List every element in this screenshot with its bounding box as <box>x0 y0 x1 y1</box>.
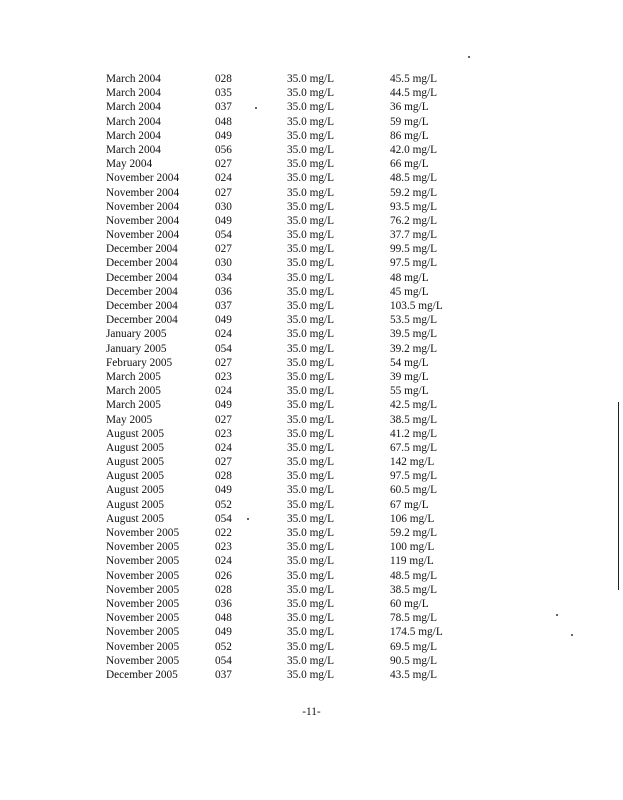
result-cell: 60 mg/L <box>390 597 429 610</box>
scan-speck <box>247 518 249 520</box>
results-table <box>106 72 466 682</box>
table-row <box>106 370 466 384</box>
code-cell: 037 <box>215 300 232 312</box>
limit-cell: 35.0 mg/L <box>287 484 335 497</box>
limit-cell: 35.0 mg/L <box>287 356 335 369</box>
date-cell: August 2005 <box>106 498 165 511</box>
table-row <box>106 271 466 285</box>
date-cell: December 2004 <box>106 271 178 284</box>
date-cell: November 2005 <box>106 640 180 653</box>
date-cell: March 2005 <box>106 399 161 412</box>
date-cell: January 2005 <box>106 342 167 355</box>
limit-cell: 35.0 mg/L <box>287 314 335 327</box>
code-cell: 054 <box>215 654 232 667</box>
limit-cell: 35.0 mg/L <box>287 285 335 298</box>
limit-cell: 35.0 mg/L <box>287 115 335 128</box>
result-cell: 106 mg/L <box>390 512 435 525</box>
result-cell: 39.5 mg/L <box>390 328 438 341</box>
table-row <box>106 597 466 611</box>
result-cell: 38.5 mg/L <box>390 583 438 596</box>
limit-cell: 35.0 mg/L <box>287 300 335 312</box>
limit-cell: 35.0 mg/L <box>287 101 335 114</box>
limit-cell: 35.0 mg/L <box>287 555 335 568</box>
date-cell: August 2005 <box>106 484 165 497</box>
code-cell: 028 <box>215 73 232 85</box>
code-cell: 028 <box>215 583 232 596</box>
code-cell: 022 <box>215 527 232 539</box>
table-row <box>106 327 466 341</box>
table-row <box>106 441 466 455</box>
date-cell: August 2005 <box>106 456 165 469</box>
code-cell: 052 <box>215 498 232 511</box>
result-cell: 53.5 mg/L <box>390 314 438 327</box>
table-row <box>106 313 466 327</box>
table-row <box>106 186 466 200</box>
table-row <box>106 640 466 654</box>
result-cell: 142 mg/L <box>390 456 435 469</box>
code-cell: 049 <box>215 399 232 412</box>
code-cell: 049 <box>215 626 232 639</box>
result-cell: 55 mg/L <box>390 385 429 398</box>
table-row <box>106 214 466 228</box>
table-row <box>106 299 466 313</box>
table-row <box>106 115 466 129</box>
result-cell: 48.5 mg/L <box>390 172 438 185</box>
table-row <box>106 356 466 370</box>
date-cell: November 2005 <box>106 597 180 610</box>
limit-cell: 35.0 mg/L <box>287 143 335 156</box>
result-cell: 99.5 mg/L <box>390 243 438 256</box>
limit-cell: 35.0 mg/L <box>287 456 335 469</box>
scan-speck <box>556 614 558 616</box>
date-cell: March 2004 <box>106 101 161 114</box>
date-cell: November 2005 <box>106 569 180 582</box>
code-cell: 027 <box>215 413 232 426</box>
limit-cell: 35.0 mg/L <box>287 229 335 242</box>
result-cell: 48.5 mg/L <box>390 569 438 582</box>
date-cell: December 2004 <box>106 300 178 312</box>
date-cell: November 2004 <box>106 186 180 199</box>
result-cell: 44.5 mg/L <box>390 87 438 100</box>
result-cell: 67.5 mg/L <box>390 441 438 454</box>
date-cell: November 2005 <box>106 555 180 568</box>
limit-cell: 35.0 mg/L <box>287 399 335 412</box>
date-cell: March 2004 <box>106 115 161 128</box>
limit-cell: 35.0 mg/L <box>287 668 335 681</box>
code-cell: 049 <box>215 214 232 227</box>
code-cell: 036 <box>215 597 232 610</box>
table-row <box>106 455 466 469</box>
code-cell: 049 <box>215 129 232 142</box>
date-cell: March 2005 <box>106 385 161 398</box>
limit-cell: 35.0 mg/L <box>287 527 335 539</box>
date-cell: August 2005 <box>106 427 165 440</box>
date-cell: March 2005 <box>106 370 161 383</box>
date-cell: May 2005 <box>106 413 153 426</box>
table-row <box>106 285 466 299</box>
result-cell: 41.2 mg/L <box>390 427 438 440</box>
limit-cell: 35.0 mg/L <box>287 186 335 199</box>
limit-cell: 35.0 mg/L <box>287 214 335 227</box>
code-cell: 037 <box>215 101 232 114</box>
table-row <box>106 554 466 568</box>
scan-speck <box>571 634 573 636</box>
result-cell: 45 mg/L <box>390 285 429 298</box>
table-row <box>106 129 466 143</box>
result-cell: 97.5 mg/L <box>390 257 438 270</box>
scan-speck <box>255 107 257 109</box>
limit-cell: 35.0 mg/L <box>287 328 335 341</box>
code-cell: 034 <box>215 271 232 284</box>
limit-cell: 35.0 mg/L <box>287 640 335 653</box>
table-row <box>106 100 466 114</box>
limit-cell: 35.0 mg/L <box>287 129 335 142</box>
date-cell: May 2004 <box>106 158 153 171</box>
limit-cell: 35.0 mg/L <box>287 158 335 171</box>
date-cell: February 2005 <box>106 356 173 369</box>
limit-cell: 35.0 mg/L <box>287 654 335 667</box>
table-row <box>106 171 466 185</box>
result-cell: 93.5 mg/L <box>390 200 438 213</box>
table-row <box>106 413 466 427</box>
code-cell: 037 <box>215 668 232 681</box>
limit-cell: 35.0 mg/L <box>287 541 335 554</box>
limit-cell: 35.0 mg/L <box>287 413 335 426</box>
code-cell: 023 <box>215 541 232 554</box>
result-cell: 54 mg/L <box>390 356 429 369</box>
table-row <box>106 654 466 668</box>
date-cell: January 2005 <box>106 328 167 341</box>
code-cell: 024 <box>215 172 232 185</box>
limit-cell: 35.0 mg/L <box>287 370 335 383</box>
date-cell: December 2005 <box>106 668 178 681</box>
date-cell: March 2004 <box>106 143 161 156</box>
table-row <box>106 384 466 398</box>
code-cell: 048 <box>215 612 232 625</box>
code-cell: 056 <box>215 143 232 156</box>
limit-cell: 35.0 mg/L <box>287 498 335 511</box>
date-cell: December 2004 <box>106 257 178 270</box>
table-row <box>106 512 466 526</box>
limit-cell: 35.0 mg/L <box>287 569 335 582</box>
date-cell: November 2004 <box>106 172 180 185</box>
date-cell: December 2004 <box>106 314 178 327</box>
code-cell: 030 <box>215 200 232 213</box>
table-row <box>106 86 466 100</box>
limit-cell: 35.0 mg/L <box>287 470 335 483</box>
code-cell: 023 <box>215 370 232 383</box>
limit-cell: 35.0 mg/L <box>287 441 335 454</box>
date-cell: November 2004 <box>106 229 180 242</box>
code-cell: 049 <box>215 484 232 497</box>
limit-cell: 35.0 mg/L <box>287 87 335 100</box>
result-cell: 48 mg/L <box>390 271 429 284</box>
table-row <box>106 583 466 597</box>
code-cell: 054 <box>215 512 232 525</box>
limit-cell: 35.0 mg/L <box>287 583 335 596</box>
date-cell: December 2004 <box>106 285 178 298</box>
table-row <box>106 228 466 242</box>
date-cell: August 2005 <box>106 512 165 525</box>
code-cell: 023 <box>215 427 232 440</box>
date-cell: November 2005 <box>106 654 180 667</box>
result-cell: 60.5 mg/L <box>390 484 438 497</box>
limit-cell: 35.0 mg/L <box>287 243 335 256</box>
limit-cell: 35.0 mg/L <box>287 342 335 355</box>
result-cell: 59.2 mg/L <box>390 527 438 539</box>
date-cell: November 2005 <box>106 626 180 639</box>
result-cell: 69.5 mg/L <box>390 640 438 653</box>
result-cell: 97.5 mg/L <box>390 470 438 483</box>
table-row <box>106 483 466 497</box>
result-cell: 38.5 mg/L <box>390 413 438 426</box>
table-row <box>106 611 466 625</box>
date-cell: November 2005 <box>106 527 180 539</box>
code-cell: 024 <box>215 328 232 341</box>
result-cell: 36 mg/L <box>390 101 429 114</box>
limit-cell: 35.0 mg/L <box>287 271 335 284</box>
limit-cell: 35.0 mg/L <box>287 597 335 610</box>
date-cell: November 2004 <box>106 200 180 213</box>
date-cell: August 2005 <box>106 470 165 483</box>
code-cell: 052 <box>215 640 232 653</box>
table-row <box>106 427 466 441</box>
result-cell: 119 mg/L <box>390 555 434 568</box>
result-cell: 45.5 mg/L <box>390 73 438 85</box>
code-cell: 054 <box>215 229 232 242</box>
code-cell: 049 <box>215 314 232 327</box>
result-cell: 100 mg/L <box>390 541 435 554</box>
code-cell: 036 <box>215 285 232 298</box>
result-cell: 39.2 mg/L <box>390 342 438 355</box>
table-row <box>106 498 466 512</box>
result-cell: 86 mg/L <box>390 129 429 142</box>
limit-cell: 35.0 mg/L <box>287 512 335 525</box>
table-row <box>106 157 466 171</box>
result-cell: 76.2 mg/L <box>390 214 438 227</box>
result-cell: 67 mg/L <box>390 498 429 511</box>
date-cell: December 2004 <box>106 243 178 256</box>
limit-cell: 35.0 mg/L <box>287 257 335 270</box>
limit-cell: 35.0 mg/L <box>287 73 335 85</box>
result-cell: 42.5 mg/L <box>390 399 438 412</box>
result-cell: 43.5 mg/L <box>390 668 438 681</box>
table-row <box>106 469 466 483</box>
table-row <box>106 342 466 356</box>
code-cell: 024 <box>215 555 232 568</box>
date-cell: March 2004 <box>106 129 161 142</box>
code-cell: 027 <box>215 158 232 171</box>
table-row <box>106 526 466 540</box>
table-row <box>106 143 466 157</box>
result-cell: 66 mg/L <box>390 158 429 171</box>
code-cell: 024 <box>215 385 232 398</box>
table-row <box>106 398 466 412</box>
result-cell: 42.0 mg/L <box>390 143 438 156</box>
result-cell: 59 mg/L <box>390 115 429 128</box>
code-cell: 028 <box>215 470 232 483</box>
scan-edge-line <box>618 402 619 590</box>
date-cell: August 2005 <box>106 441 165 454</box>
result-cell: 37.7 mg/L <box>390 229 438 242</box>
table-row <box>106 569 466 583</box>
table-row <box>106 256 466 270</box>
limit-cell: 35.0 mg/L <box>287 612 335 625</box>
code-cell: 027 <box>215 186 232 199</box>
date-cell: November 2005 <box>106 541 180 554</box>
limit-cell: 35.0 mg/L <box>287 626 335 639</box>
date-cell: November 2004 <box>106 214 180 227</box>
date-cell: March 2004 <box>106 87 161 100</box>
table-row <box>106 72 466 86</box>
table-row <box>106 540 466 554</box>
result-cell: 59.2 mg/L <box>390 186 438 199</box>
code-cell: 027 <box>215 243 232 256</box>
table-row <box>106 242 466 256</box>
date-cell: March 2004 <box>106 73 161 85</box>
result-cell: 174.5 mg/L <box>390 626 443 639</box>
table-row <box>106 625 466 639</box>
table-row <box>106 200 466 214</box>
result-cell: 78.5 mg/L <box>390 612 438 625</box>
table-row <box>106 668 466 682</box>
date-cell: November 2005 <box>106 612 180 625</box>
limit-cell: 35.0 mg/L <box>287 427 335 440</box>
code-cell: 027 <box>215 456 232 469</box>
code-cell: 048 <box>215 115 232 128</box>
code-cell: 030 <box>215 257 232 270</box>
result-cell: 103.5 mg/L <box>390 300 443 312</box>
date-cell: November 2005 <box>106 583 180 596</box>
limit-cell: 35.0 mg/L <box>287 385 335 398</box>
code-cell: 026 <box>215 569 232 582</box>
code-cell: 027 <box>215 356 232 369</box>
result-cell: 90.5 mg/L <box>390 654 438 667</box>
result-cell: 39 mg/L <box>390 370 429 383</box>
page-number: -11- <box>302 706 321 718</box>
limit-cell: 35.0 mg/L <box>287 200 335 213</box>
code-cell: 024 <box>215 441 232 454</box>
code-cell: 035 <box>215 87 232 100</box>
code-cell: 054 <box>215 342 232 355</box>
scan-speck <box>468 56 470 58</box>
limit-cell: 35.0 mg/L <box>287 172 335 185</box>
